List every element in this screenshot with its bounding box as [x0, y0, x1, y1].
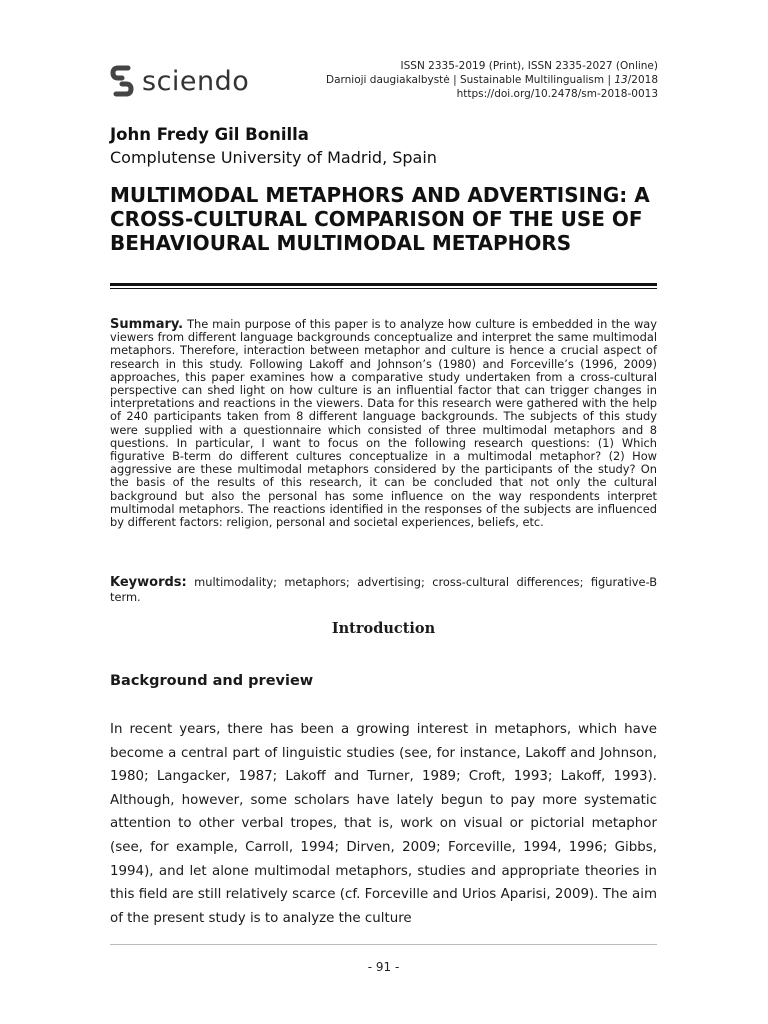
journal-name: Darnioji daugiakalbystė | Sustainable Multilingualism | — [325, 74, 615, 86]
page-number: - 91 - — [367, 960, 400, 974]
journal-info — [326, 59, 658, 101]
journal-year: /2018 — [627, 74, 658, 86]
abstract — [110, 318, 657, 529]
keywords-label: Keywords: — [110, 575, 187, 590]
doi-link[interactable]: https://doi.org/10.2478/sm-2018-0013 — [456, 88, 658, 100]
sciendo-logo-icon — [110, 64, 134, 98]
paper-title: MULTIMODAL METAPHORS AND ADVERTISING: A CROSS-CULTURAL COMPARISON OF THE USE OF BEHAVIOURAL MULTIMODAL METAPHORS — [110, 183, 650, 255]
keywords — [110, 575, 657, 605]
abstract-label: Summary. — [110, 317, 184, 332]
author-name: John Fredy Gil Bonilla — [110, 125, 309, 144]
subsection-heading-background: Background and preview — [110, 673, 314, 689]
publisher-logo — [110, 64, 249, 98]
title-rule-thin — [110, 288, 657, 289]
footer-rule — [110, 944, 657, 945]
body-paragraph: In recent years, there has been a growing interest in metaphors, which have become a central part of linguistic studies (see, for instance, Lakoff and Johnson, 1980; Langacker, 1987; Lakoff and Turner, 1989; Croft, 1993; Lakoff, 1993). Although, however, some scholars have lately begun to pay more systematic attention to other verbal tropes, that is, work on visual or pictorial metaphor (see, for example, Carroll, 1994; Dirven, 2009; Forceville, 1994, 1996; Gibbs, 1994), and let alone multimodal metaphors, studies and appropriate theories in this field are still relatively scarce (cf. Forceville and Urios Aparisi, 2009). The aim of the present study is to analyze the culture — [110, 722, 657, 926]
section-heading-introduction: Introduction — [331, 620, 436, 637]
issn-line: ISSN 2335-2019 (Print), ISSN 2335-2027 (Online) — [400, 60, 658, 72]
journal-issue: 13 — [614, 74, 628, 86]
keywords-text: multimodality; metaphors; advertising; cross-cultural differences; figurative-B term. — [110, 575, 658, 604]
author-affiliation: Complutense University of Madrid, Spain — [110, 148, 437, 167]
title-rule-thick — [110, 283, 657, 286]
abstract-text: The main purpose of this paper is to analyze how culture is embedded in the way viewers from different language backgrounds conceptualize and interpret the same multimodal metaphors. Therefore, interaction between metaphor and culture is hence a crucial aspect of research in this study. Following Lakoff and Johnson’s (1980) and Forceville’s (1996, 2009) approaches, this paper examines how a comparative study undertaken from a cross-cultural perspective can shed light on how culture is an influential factor that can trigger changes in interpretations and reactions in the viewers. Data for this research were gathered with the help of 240 participants taken from 8 different language backgrounds. The subjects of this study were supplied with a questionnaire which consisted of three multimodal metaphors and 8 questions. In particular, I want to focus on the following research questions: (1) Which figurative B-term do different cultures conceptualize in a multimodal metaphor? (2) How aggressive are these multimodal metaphors considered by the participants of the study? On the basis of the results of this research, it can be concluded that not only the cultural background but also the personal has some influence on the way respondents interpret multimodal metaphors. The reactions identified in the responses of the subjects are influenced by different factors: religion, personal and societal experiences, beliefs, etc. — [110, 317, 657, 530]
journal-line — [326, 73, 658, 87]
publisher-name: sciendo — [142, 65, 250, 97]
